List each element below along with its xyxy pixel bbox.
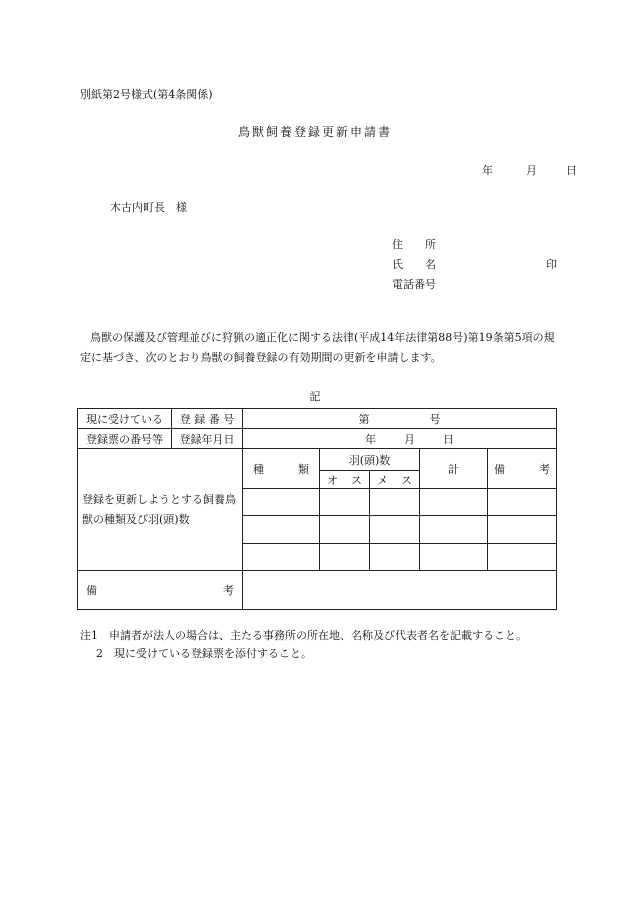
addressee: 木古内町長 様 xyxy=(110,201,187,214)
remarks-header xyxy=(488,449,557,489)
male-header-a: オ xyxy=(327,473,338,487)
note-1: 注1 申請者が法人の場合は、主たる事務所の所在地、名称及び代表者名を記載すること。 xyxy=(80,629,527,642)
remarks-cell[interactable] xyxy=(488,516,557,544)
male-header xyxy=(320,471,370,489)
species-header-b: 類 xyxy=(298,462,309,476)
species-section-label: 登録を更新しようとする飼養鳥獣の種類及び羽(頭)数 xyxy=(78,449,243,571)
application-date xyxy=(482,162,577,178)
ki-heading: 記 xyxy=(309,390,321,403)
remarks-cell[interactable] xyxy=(488,544,557,571)
remarks-field[interactable] xyxy=(243,571,557,610)
current-registration-label-top: 現に受けている xyxy=(78,409,172,429)
total-header: 計 xyxy=(420,449,488,489)
total-cell[interactable] xyxy=(420,489,488,516)
male-count-cell[interactable] xyxy=(320,516,370,544)
remarks-label-a: 備 xyxy=(86,584,97,597)
female-header-b: ス xyxy=(401,473,412,487)
date-month: 月 xyxy=(526,164,537,177)
female-count-cell[interactable] xyxy=(370,516,420,544)
number-dai: 第 xyxy=(358,412,370,426)
male-count-cell[interactable] xyxy=(320,489,370,516)
applicant-address-label: 住 所 xyxy=(392,238,436,251)
species-header-a: 種 xyxy=(253,462,264,476)
remarks-label-b: 考 xyxy=(223,584,234,597)
date-year: 年 xyxy=(482,164,493,177)
applicant-phone-label: 電話番号 xyxy=(392,278,436,291)
remarks-label xyxy=(78,571,243,610)
female-header xyxy=(370,471,420,489)
document-title: 鳥獣飼養登録更新申請書 xyxy=(237,125,392,139)
remarks-cell[interactable] xyxy=(488,489,557,516)
male-count-cell[interactable] xyxy=(320,544,370,571)
registration-date-field[interactable] xyxy=(243,429,557,449)
current-registration-label-bottom: 登録票の番号等 xyxy=(78,429,172,449)
application-statement: 鳥獣の保護及び管理並びに狩猟の適正化に関する法律(平成14年法律第88号)第19条第5項の規定に基づき、次のとおり鳥獣の飼養登録の有効期間の更新を申請します。 xyxy=(80,331,555,364)
reg-date-month: 月 xyxy=(404,432,416,446)
total-cell[interactable] xyxy=(420,544,488,571)
female-header-a: メ xyxy=(377,473,388,487)
note-2: 2 現に受けている登録票を添付すること。 xyxy=(96,647,312,660)
remarks-header-a: 備 xyxy=(494,462,505,476)
species-cell[interactable] xyxy=(243,544,320,571)
male-header-b: ス xyxy=(351,473,362,487)
count-header: 羽(頭)数 xyxy=(320,449,420,471)
female-count-cell[interactable] xyxy=(370,489,420,516)
date-day: 日 xyxy=(566,164,577,177)
registration-number-field[interactable] xyxy=(243,409,557,429)
number-go: 号 xyxy=(429,412,441,426)
female-count-cell[interactable] xyxy=(370,544,420,571)
seal-mark: 印 xyxy=(546,258,557,271)
registration-number-label: 登 録 番 号 xyxy=(172,409,243,429)
species-header xyxy=(243,449,320,489)
form-reference: 別紙第2号様式(第4条関係) xyxy=(80,88,213,101)
registration-table xyxy=(77,408,557,610)
total-cell[interactable] xyxy=(420,516,488,544)
reg-date-year: 年 xyxy=(365,432,377,446)
reg-date-day: 日 xyxy=(443,432,455,446)
applicant-name-label: 氏 名 xyxy=(392,258,436,271)
species-cell[interactable] xyxy=(243,489,320,516)
remarks-header-b: 考 xyxy=(539,462,551,476)
registration-date-label: 登録年月日 xyxy=(172,429,243,449)
species-cell[interactable] xyxy=(243,516,320,544)
